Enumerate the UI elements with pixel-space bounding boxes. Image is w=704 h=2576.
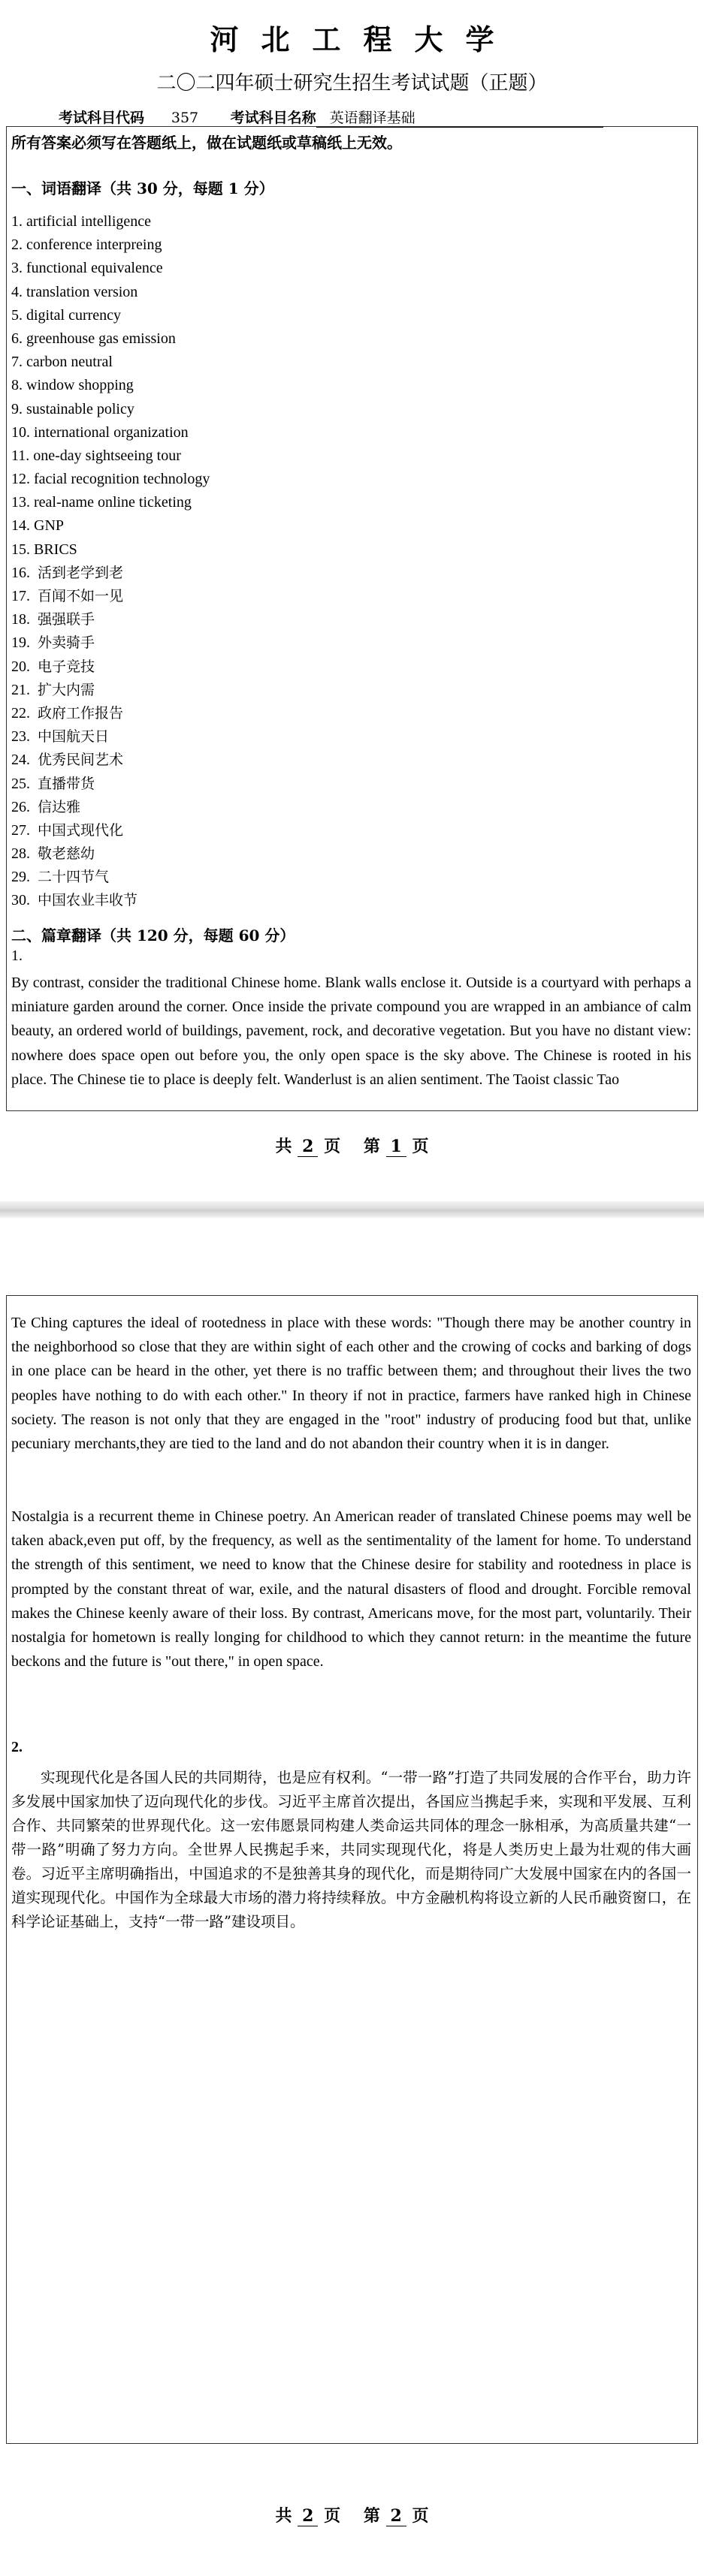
term-number: 10. bbox=[11, 423, 30, 441]
term-text: digital currency bbox=[26, 306, 122, 324]
term-item bbox=[11, 679, 210, 702]
term-number: 21. bbox=[11, 681, 30, 698]
term-item bbox=[11, 514, 210, 538]
term-number: 22. bbox=[11, 704, 30, 722]
term-number: 1. bbox=[11, 213, 23, 230]
term-item bbox=[11, 608, 210, 631]
term-item bbox=[11, 725, 210, 749]
term-text: 电子竞技 bbox=[38, 658, 95, 675]
term-number: 30. bbox=[11, 892, 30, 909]
term-text: 中国式现代化 bbox=[38, 821, 124, 839]
term-number: 19. bbox=[11, 634, 30, 652]
subject-info bbox=[59, 107, 671, 128]
exam-title: 二〇二四年硕士研究生招生考试试题（正题） bbox=[156, 72, 548, 95]
term-item bbox=[11, 468, 210, 491]
term-text: 外卖骑手 bbox=[38, 634, 95, 652]
term-text: 活到老学到老 bbox=[38, 564, 124, 581]
term-number: 8. bbox=[11, 377, 23, 394]
term-number: 6. bbox=[11, 330, 23, 347]
term-number: 25. bbox=[11, 775, 30, 792]
term-item bbox=[11, 398, 210, 421]
exam-page-2 bbox=[0, 1218, 704, 2576]
term-number: 16. bbox=[11, 564, 30, 581]
exam-page-1 bbox=[0, 0, 704, 1201]
term-text: sustainable policy bbox=[26, 400, 134, 417]
term-item bbox=[11, 889, 210, 912]
footer-total: 2 bbox=[298, 2506, 318, 2526]
term-text: 优秀民间艺术 bbox=[38, 752, 124, 769]
term-text: 中国航天日 bbox=[38, 728, 110, 746]
term-text: 政府工作报告 bbox=[38, 704, 124, 722]
term-item bbox=[11, 585, 210, 608]
term-text: 扩大内需 bbox=[38, 681, 95, 698]
term-item bbox=[11, 842, 210, 866]
footer-page-unit: 页 bbox=[324, 2506, 341, 2526]
term-number: 5. bbox=[11, 306, 23, 324]
term-item bbox=[11, 655, 210, 679]
question-box-2 bbox=[6, 1295, 698, 2444]
term-item bbox=[11, 304, 210, 327]
term-number: 18. bbox=[11, 611, 30, 628]
subject-code: 357 bbox=[144, 110, 225, 127]
footer-page-label: 第 bbox=[363, 2506, 380, 2526]
term-text: translation version bbox=[26, 283, 138, 300]
term-item bbox=[11, 233, 210, 257]
page-footer-2 bbox=[0, 2503, 704, 2526]
university-name: 河北工程大学 bbox=[210, 23, 517, 56]
subject-name-label: 考试科目名称 bbox=[230, 110, 316, 126]
term-item bbox=[11, 702, 210, 725]
term-number: 3. bbox=[11, 260, 23, 277]
term-text: real-name online ticketing bbox=[34, 494, 192, 511]
footer-total-label: 共 bbox=[275, 1137, 292, 1156]
passage-1-part-3: Nostalgia is a recurrent theme in Chinese poetry. An American reader of translated Chinese poems may well be taken aback,even put off, by the frequency, as well as the sentimentality of the lament for home. To understand the strength of this sentiment, we need to know that the Chinese desire for stability and rootedness in place is prompted by the constant threat of war, exile, and the natural disasters of flood and drought. Forcible removal makes the Chinese keenly aware of their loss. By contrast, Americans move, for the most part, voluntarily. Their nostalgia for hometown is really longing for childhood to which they cannot return: in the meantime the future beckons and the future is "out there," in open space. bbox=[11, 1508, 691, 1671]
footer-page-unit-2: 页 bbox=[412, 1137, 429, 1156]
term-text: 百闻不如一见 bbox=[38, 588, 124, 604]
term-item bbox=[11, 819, 210, 842]
term-number: 29. bbox=[11, 869, 30, 886]
term-text: international organization bbox=[34, 423, 189, 441]
term-number: 12. bbox=[11, 471, 30, 488]
term-text: one-day sightseeing tour bbox=[33, 447, 181, 464]
term-number: 9. bbox=[11, 400, 23, 417]
term-text: 强强联手 bbox=[38, 611, 95, 628]
term-list bbox=[11, 210, 210, 913]
footer-page-number: 1 bbox=[386, 1137, 406, 1157]
term-item bbox=[11, 796, 210, 819]
footer-total-label: 共 bbox=[275, 2506, 292, 2526]
term-item bbox=[11, 374, 210, 397]
term-number: 4. bbox=[11, 283, 23, 300]
term-number: 26. bbox=[11, 798, 30, 815]
term-text: functional equivalence bbox=[26, 260, 163, 277]
term-number: 24. bbox=[11, 752, 30, 769]
footer-page-unit-2: 页 bbox=[412, 2506, 429, 2526]
term-item bbox=[11, 281, 210, 304]
term-item bbox=[11, 866, 210, 889]
term-item bbox=[11, 538, 210, 562]
term-number: 27. bbox=[11, 821, 30, 839]
term-number: 13. bbox=[11, 494, 30, 511]
term-item bbox=[11, 631, 210, 655]
term-item bbox=[11, 327, 210, 351]
question-box-1 bbox=[6, 126, 698, 1111]
term-text: facial recognition technology bbox=[34, 471, 210, 488]
term-item bbox=[11, 210, 210, 233]
passage-1-part-2: Te Ching captures the ideal of rootedness in place with these words: "Though there may be another country in the neighborhood so close that they are within sight of each other and the crowing of cocks and barking of dogs in one place can be heard in the other, yet there is no traffic between them; and throughout their lives the two peoples have nothing to do with each other." In theory if not in practice, farmers have ranked high in Chinese society. The reason is not only that they are engaged in the "root" industry of producing food but that, unlike pecuniary merchants,they are tied to the land and do not abandon their country when it is in danger. bbox=[11, 1315, 691, 1453]
term-text: 敬老慈幼 bbox=[38, 845, 95, 863]
section2-heading: 二、篇章翻译（共 120 分，每题 60 分） bbox=[11, 926, 295, 945]
term-text: 信达雅 bbox=[38, 798, 81, 815]
page-separator bbox=[0, 1201, 704, 1218]
term-text: 直播带货 bbox=[38, 775, 95, 792]
page-footer-1 bbox=[0, 1134, 704, 1157]
term-number: 14. bbox=[11, 517, 30, 535]
term-item bbox=[11, 421, 210, 444]
answer-notice: 所有答案必须写在答题纸上，做在试题纸或草稿纸上无效。 bbox=[11, 134, 402, 152]
term-item bbox=[11, 444, 210, 468]
term-number: 2. bbox=[11, 237, 23, 254]
term-text: conference interpreing bbox=[26, 237, 162, 254]
term-text: window shopping bbox=[26, 377, 134, 394]
subject-name: 英语翻译基础 bbox=[316, 107, 603, 128]
term-number: 17. bbox=[11, 588, 30, 604]
term-item bbox=[11, 773, 210, 796]
term-item bbox=[11, 749, 210, 772]
subject-code-label: 考试科目代码 bbox=[59, 110, 145, 126]
term-item bbox=[11, 257, 210, 280]
term-number: 23. bbox=[11, 728, 30, 746]
term-item bbox=[11, 351, 210, 374]
term-item bbox=[11, 562, 210, 585]
footer-page-label: 第 bbox=[363, 1137, 380, 1156]
passage-2: 实现现代化是各国人民的共同期待，也是应有权利。“一带一路”打造了共同发展的合作平台，助力许多发展中国家加快了迈向现代化的步伐。习近平主席首次提出，各国应当携起手来，实现和平发展、互利合作、共同繁荣的世界现代化。这一宏伟愿景同构建人类命运共同体的理念一脉相承，为高质量共建“一带一路”明确了努力方向。全世界人民携起手来，共同实现现代化，将是人类历史上最为壮观的伟大画卷。习近平主席明确指出，中国追求的不是独善其身的现代化，而是期待同广大发展中国家在内的各国一道实现现代化。中国作为全球最大市场的潜力将持续释放。中方金融机构将设立新的人民币融资窗口，在科学论证基础上，支持“一带一路”建设项目。 bbox=[11, 1769, 691, 1930]
term-number: 11. bbox=[11, 447, 30, 464]
term-item bbox=[11, 491, 210, 514]
term-text: carbon neutral bbox=[26, 354, 113, 371]
footer-page-number: 2 bbox=[386, 2506, 406, 2526]
section1-heading: 一、词语翻译（共 30 分，每题 1 分） bbox=[11, 179, 274, 197]
question-1-number: 1. bbox=[11, 948, 23, 964]
term-text: BRICS bbox=[34, 541, 77, 558]
term-number: 28. bbox=[11, 845, 30, 863]
term-text: greenhouse gas emission bbox=[26, 330, 176, 347]
passage-1-part-1: By contrast, consider the traditional Chinese home. Blank walls enclose it. Outside is a courtyard with perhaps a miniature garden around the corner. Once inside the private compound you are wrapped in an ambiance of calm beauty, an ordered world of buildings, pavement, rock, and decorative vegetation. But you have no distant view: nowhere does space open out before you, the only open space is the sky above. The Chinese is rooted in his place. The Chinese tie to place is deeply felt. Wanderlust is an alien sentiment. The Taoist classic Tao bbox=[11, 975, 691, 1088]
term-text: artificial intelligence bbox=[26, 213, 152, 230]
footer-page-unit: 页 bbox=[324, 1137, 341, 1156]
term-text: 中国农业丰收节 bbox=[38, 892, 138, 909]
term-text: 二十四节气 bbox=[38, 869, 110, 886]
term-text: GNP bbox=[34, 517, 65, 535]
question-2-number: 2. bbox=[11, 1739, 23, 1755]
footer-total: 2 bbox=[298, 1137, 318, 1157]
term-number: 20. bbox=[11, 658, 30, 675]
term-number: 7. bbox=[11, 354, 23, 371]
term-number: 15. bbox=[11, 541, 30, 558]
